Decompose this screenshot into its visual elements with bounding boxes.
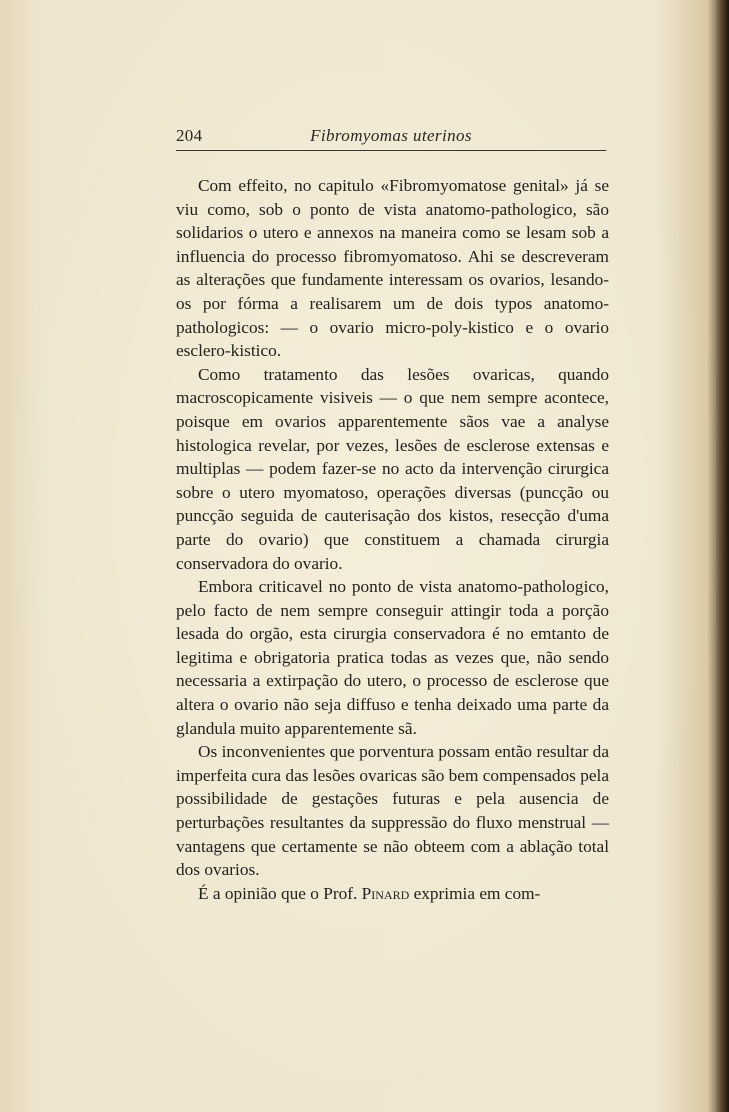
running-header: [176, 126, 606, 151]
page-number: 204: [176, 126, 203, 145]
page-edge-shadow: [715, 0, 729, 1112]
paragraph-3: Embora criticavel no ponto de vista anatomo-pathologico, pelo facto de nem sempre conseguir attingir toda a porção lesada do orgão, esta cirurgia conservadora é no emtanto de legitima e obrigatoria pratica todas as vezes que, não sendo necessaria a extirpação do utero, o processo de esclerose que altera o ovario não seja diffuso e tenha deixado uma parte da glandula muito apparentemente sã.: [176, 577, 609, 738]
paragraph-4: Os inconvenientes que porventura possam então resultar da imperfeita cura das lesões ovaricas são bem compensados pela possibilidade de gestações futuras e pela ausencia de perturbações resultantes da suppressão do fluxo menstrual — vantagens que certamente se não obteem com a ablação total dos ovarios.: [176, 742, 609, 880]
paragraph-5-end: exprimia em com-: [409, 883, 541, 903]
running-title: Fibromyomas uterinos: [310, 126, 472, 145]
paragraph-5-start: É a opinião que o Prof.: [198, 883, 362, 903]
author-name: Pinard: [361, 883, 410, 903]
paragraph-2: Como tratamento das lesões ovaricas, quando macroscopicamente visiveis — o que nem sempre acontece, poisque em ovarios apparentemente sãos vae a analyse histologica revelar, por vezes, lesões de esclerose extensas e multiplas — podem fazer-se no acto da intervenção cirurgica sobre o utero myomatoso, operações diversas (puncção ou puncção seguida de cauterisação dos kistos, resecção d'uma parte do ovario) que constituem a chamada cirurgia conservadora do ovario.: [176, 364, 609, 573]
body-text: [176, 174, 609, 905]
paragraph-5: [176, 882, 609, 906]
paragraph-1: Com effeito, no capitulo «Fibromyomatose genital» já se viu como, sob o ponto de vista anatomo-pathologico, são solidarios o utero e annexos na maneira como se lesam sob a influencia do processo fibromyomatoso. Ahi se descreveram as alterações que fundamente interessam os ovarios, lesando-os por fórma a realisarem um de dois typos anatomo-pathologicos: — o ovario micro-poly-kistico e o ovario esclero-kistico.: [176, 176, 609, 361]
